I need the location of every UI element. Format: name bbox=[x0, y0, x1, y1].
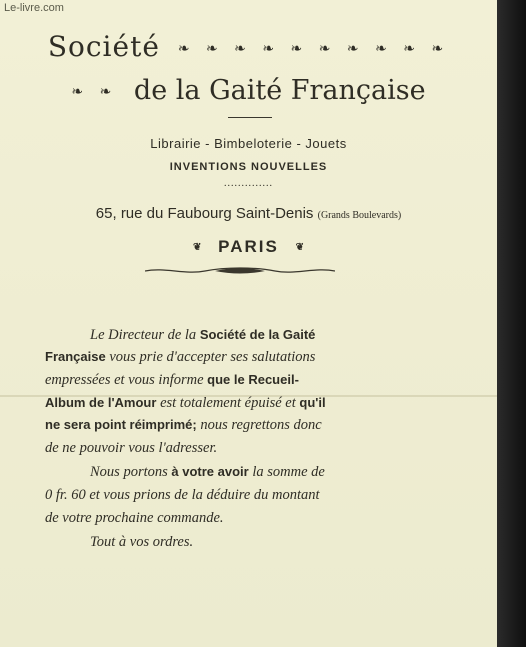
ornament-right-icon: ❦ bbox=[295, 242, 304, 254]
divider-flourish-icon bbox=[145, 264, 335, 278]
street-address: 65, rue du Faubourg Saint-Denis bbox=[95, 205, 314, 222]
title-word: Société bbox=[47, 30, 160, 63]
ornament-leaf-icon: ❧ ❧ ❧ ❧ ❧ ❧ ❧ ❧ ❧ ❧ bbox=[177, 40, 450, 57]
letter-line-2: Française vous prie d'accepter ses salutations bbox=[45, 349, 316, 365]
city bbox=[0, 237, 497, 257]
watermark: Le-livre.com bbox=[4, 2, 64, 14]
company-title-line1 bbox=[0, 30, 497, 63]
inventions-heading: INVENTIONS NOUVELLES bbox=[169, 161, 328, 173]
ornament-left-icon: ❦ bbox=[193, 242, 202, 254]
letter-line-3: empressées et vous informe que le Recueil- bbox=[45, 372, 299, 388]
letter-line-4: Album de l'Amour est totalement épuisé et qu'il bbox=[45, 395, 326, 411]
letter-line-7: Nous portons à votre avoir la somme de bbox=[90, 464, 325, 480]
letter-line-9: de votre prochaine commande. bbox=[45, 510, 224, 526]
city-name: PARIS bbox=[218, 237, 279, 256]
address bbox=[0, 205, 497, 222]
letter-line-6: de ne pouvoir vous l'adresser. bbox=[45, 440, 218, 456]
dotted-separator: .............. bbox=[224, 178, 273, 189]
title-name: de la Gaité Française bbox=[133, 75, 426, 106]
subtitle: Librairie - Bimbeloterie - Jouets bbox=[150, 136, 347, 151]
address-note: (Grands Boulevards) bbox=[317, 210, 402, 221]
ornament-leaf-icon: ❧ ❧ bbox=[71, 83, 118, 100]
letter-line-8: 0 fr. 60 et vous prions de la déduire du montant bbox=[45, 487, 320, 503]
title-underline bbox=[228, 117, 272, 118]
letter-line-1: Le Directeur de la Société de la Gaité bbox=[90, 327, 316, 343]
company-title-line2 bbox=[0, 75, 497, 106]
background-edge bbox=[497, 0, 526, 647]
letter-line-5: ne sera point réimprimé; nous regrettons donc bbox=[45, 417, 322, 433]
letter-line-10: Tout à vos ordres. bbox=[90, 534, 194, 550]
